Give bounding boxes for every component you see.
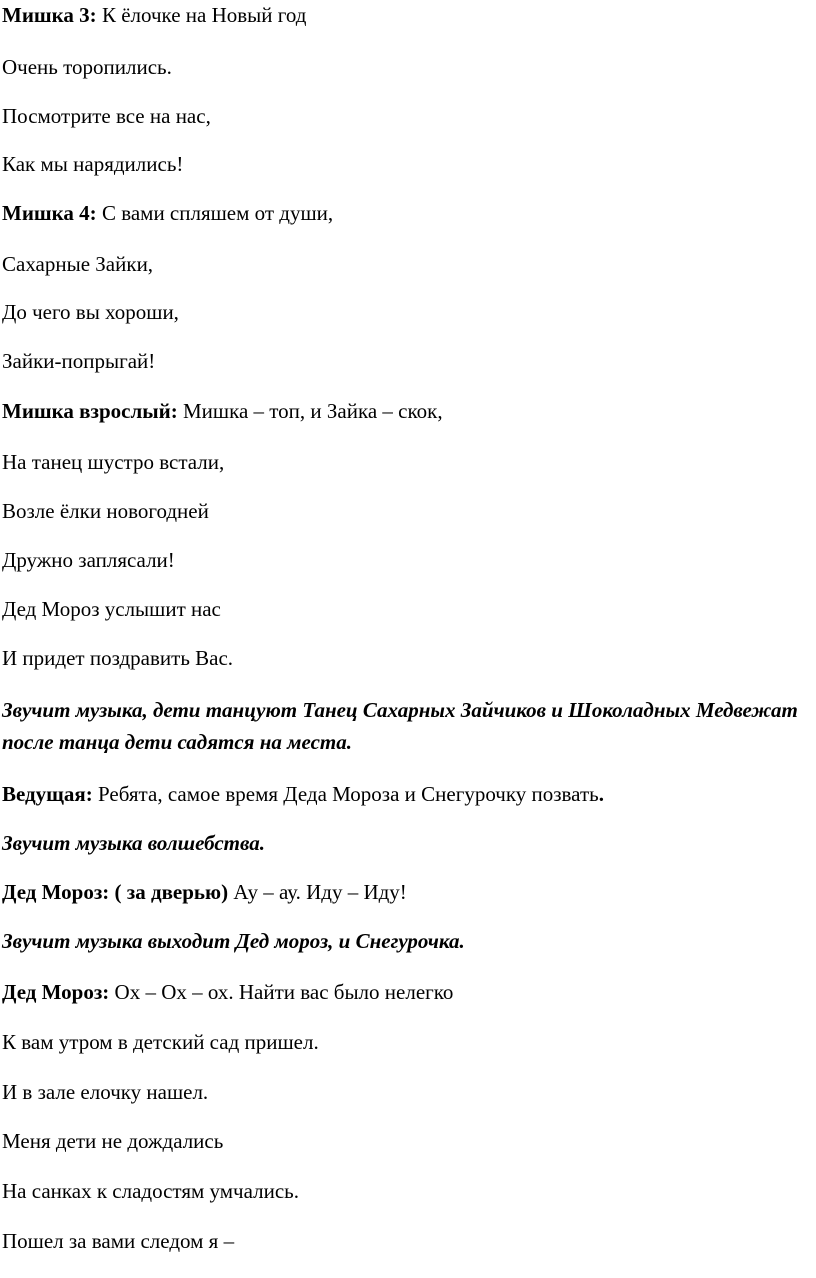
verse-line (2, 1178, 299, 1204)
verse-line (2, 1128, 223, 1154)
verse-line (2, 547, 175, 573)
line-text: Очень торопились. (2, 55, 172, 79)
verse-line (2, 879, 407, 905)
verse-line (2, 398, 443, 424)
line-text: Посмотрите все на нас, (2, 104, 211, 128)
verse-line (2, 1228, 234, 1254)
verse-line (2, 498, 209, 524)
line-text: Ох – Ох – ох. Найти вас было нелегко (109, 980, 454, 1004)
stage-direction: Звучит музыка волшебства. (2, 831, 265, 855)
stage-direction: Звучит музыка, дети танцуют Танец Сахарных Зайчиков и Шоколадных Медвежат после танца дети садятся на места. (2, 698, 798, 754)
line-text: До чего вы хороши, (2, 300, 179, 324)
line-text: Мишка – топ, и Зайка – скок, (177, 399, 443, 423)
verse-line (2, 200, 333, 226)
verse-line (2, 979, 453, 1005)
verse-line (2, 449, 224, 475)
line-text: Как мы нарядились! (2, 152, 184, 176)
speaker-label: Дед Мороз: (2, 980, 110, 1004)
line-text: Ау – ау. Иду – Иду! (228, 880, 407, 904)
verse-line (2, 54, 172, 80)
verse-line (2, 151, 183, 177)
line-text: Дружно заплясали! (2, 548, 175, 572)
line-text: Ребята, самое время Деда Мороза и Снегурочку позвать (92, 782, 599, 806)
verse-line (2, 645, 233, 671)
verse-line (2, 299, 179, 325)
line-text: С вами спляшем от души, (96, 201, 334, 225)
speaker-label: Дед Мороз: ( за дверью) (2, 880, 229, 904)
speaker-label: Мишка 4: (2, 201, 97, 225)
verse-line (2, 596, 221, 622)
line-suffix: . (598, 782, 604, 806)
line-text: К ёлочке на Новый год (96, 3, 307, 27)
verse-line (2, 1079, 208, 1105)
line-text: На санках к сладостям умчались. (2, 1179, 299, 1203)
line-text: Сахарные Зайки, (2, 252, 154, 276)
verse-line (2, 103, 211, 129)
speaker-label: Ведущая: (2, 782, 93, 806)
line-text: Возле ёлки новогодней (2, 499, 209, 523)
verse-line (2, 781, 604, 807)
line-text: К вам утром в детский сад пришел. (2, 1030, 319, 1054)
speaker-label: Мишка 3: (2, 3, 97, 27)
line-text: И придет поздравить Вас. (2, 646, 234, 670)
speaker-label: Мишка взрослый: (2, 399, 178, 423)
line-text: Пошел за вами следом я – (2, 1229, 235, 1253)
line-text: Меня дети не дождались (2, 1129, 224, 1153)
line-text: Дед Мороз услышит нас (2, 597, 221, 621)
stage-direction: Звучит музыка выходит Дед мороз, и Снегурочка. (2, 929, 465, 953)
verse-line (2, 1029, 319, 1055)
verse-line (2, 348, 155, 374)
verse-line (2, 2, 306, 28)
line-text: Зайки-попрыгай! (2, 349, 156, 373)
verse-line (2, 251, 153, 277)
line-text: И в зале елочку нашел. (2, 1080, 209, 1104)
line-text: На танец шустро встали, (2, 450, 225, 474)
